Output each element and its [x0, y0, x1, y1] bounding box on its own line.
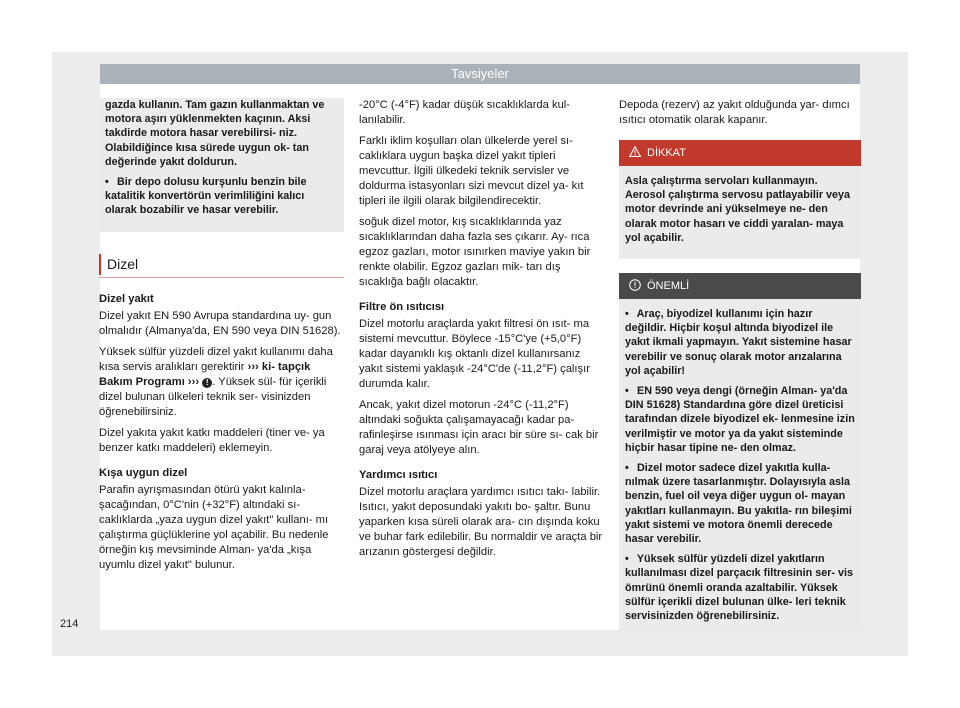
heading-yardimci: Yardımcı ısıtıcı: [359, 469, 438, 481]
warning-continuation-box: [99, 98, 344, 232]
column-middle: [359, 98, 603, 566]
section-header-bar: [100, 64, 860, 84]
warning-box: [619, 166, 861, 259]
section-title-dizel: Dizel: [99, 254, 344, 275]
paragraph: Dizel yakıt EN 590 Avrupa standardına uy- gun olmalıdır (Almanya'da, EN 590 veya DIN 51628).: [99, 309, 341, 337]
paragraph: Dizel motorlu araçlara yardımcı ısıtıcı takı- labilir. Isıtıcı, yakıt deposundaki yakıtı bo- şaltır. Bunu yaparken kısa süreli olarak ara- cın dışında koku ve buhar fark edilebilir. Bu normaldir ve araçta bir arızanın göstergesi değildir.: [359, 486, 603, 558]
warning-text: Asla çalıştırma servoları kullanmayın. Aerosol çalıştırma servosu patlayabilir veya motor devrinde ani yükselmeye ne- den olarak motor hasarı ve ciddi yaralan- maya yol açabilir.: [625, 175, 851, 244]
note-header: [619, 273, 861, 299]
info-icon: !: [202, 378, 212, 388]
box-bullet-text: Bir depo dolusu kurşunlu benzin bile katalitik konvertörün verimliliğini kalıcı olarak bozabilir ve hasar verebilir.: [105, 176, 307, 217]
paragraph-maintenance: [99, 345, 344, 420]
paragraph: -20°C (-4°F) kadar düşük sıcaklıklarda kul- lanılabilir.: [359, 99, 571, 126]
bullet-icon: •: [105, 176, 109, 189]
warning-triangle-icon: [629, 146, 641, 157]
paragraph: Ancak, yakıt dizel motorun -24°C (-11,2°F) altındaki soğukta çalışamayacağı kadar pa- rafinleşirse ısınması için aracı bir süre sı- cak bir garaj veya atölyeye alın.: [359, 399, 599, 456]
header-title: Tavsiyeler: [451, 66, 509, 81]
warning-header: [619, 140, 861, 166]
box-bullet-item: [105, 175, 338, 218]
column-right: [619, 98, 861, 631]
paragraph-text: Yüksek sülfür yüzdeli dizel yakıt kullanımı daha kısa servis aralıkları gerektirir: [99, 345, 333, 373]
note-item-text: Yüksek sülfür yüzdeli dizel yakıtların kullanılması dizel parçacık filtresinin ser- vis ömrünü önemli oranda azaltabilir. Yüksek sülfür içerikli dizel bulunan ülke- leri teknik servisinizden öğrenebilirsiniz.: [625, 553, 854, 623]
box-intro-text: gazda kullanın. Tam gazın kullanmaktan ve motora aşırı yüklenmekten kaçının. Aksi takdirde motora hasar verebilirsi- niz. Olabildiğince kısa sürede uygun ok- tan değerinde yakıt doldurun.: [105, 99, 325, 168]
note-item: [625, 384, 855, 455]
paragraph: Depoda (rezerv) az yakıt olduğunda yar- dımcı ısıtıcı otomatik olarak kapanır.: [619, 99, 850, 126]
bullet-icon: •: [625, 385, 629, 398]
heading-dizel-yakit: Dizel yakıt: [99, 292, 154, 305]
note-box: [619, 299, 861, 631]
paragraph: Dizel yakıta yakıt katkı maddeleri (tiner ve- ya benzer katkı maddeleri) eklemeyin.: [99, 426, 325, 454]
bullet-icon: •: [625, 553, 629, 566]
paragraph: Farklı iklim koşulları olan ülkelerde yerel sı- caklıklara uygun başka dizel yakıt tipleri mevcuttur. İlgili ülkedeki teknik servisler ve doldurma istasyonları sizi mevcut dizel ya- kıt tipleri ile ilgili olarak bilgilendirecektir.: [359, 135, 584, 207]
note-title: ÖNEMLİ: [647, 280, 690, 293]
heading-kis-dizel: Kışa uygun dizel: [99, 466, 188, 479]
maintenance-booklet-link[interactable]: ki- tapçık Bakım Programı: [99, 360, 311, 388]
warning-title: DİKKAT: [647, 147, 686, 159]
note-item-text: EN 590 veya dengi (örneğin Alman- ya'da DIN 51628) Standardına göre dizel üreticisi tarafından dizele biyodizel ek- lenmesine izin verilmiştir ve motor ya da yakıt sisteminde hiçbir hasar tipine ne- den olmaz.: [625, 385, 855, 454]
arrow-icon: ›››: [187, 375, 200, 388]
bullet-icon: •: [625, 308, 629, 321]
bullet-icon: •: [625, 462, 629, 475]
paragraph: Parafin ayrışmasından ötürü yakıt kalınla- şacağından, 0°C'nin (+32°F) altındaki sı- caklıklarda „yaza uygun dizel yakıt" kullanı- mı çalıştırma güçlüklerine yol açabilir. Bu nedenle örneğin kış mevsiminde Alman- ya'da „kışa uyumlu dizel yakıt" bulunur.: [99, 483, 329, 571]
section-divider: [99, 277, 344, 278]
arrow-icon: ›››: [247, 360, 259, 373]
note-item: [625, 552, 855, 623]
paragraph-text: . Yüksek sül- für içerikli dizel bulunan ülkeleri teknik ser- visinizden öğrenebilirsiniz.: [99, 375, 327, 418]
note-item-text: Dizel motor sadece dizel yakıtla kulla- nılmak üzere tasarlanmıştır. Dolayısıyla asla benzin, fuel oil veya diğer uygun ol- mayan yakıtları kullanmayın. Bu yakıtla- rın bileşimi yakıt sistemi ve motora önemli derecede hasar verebilir.: [625, 462, 852, 546]
page-number: 214: [60, 618, 79, 630]
exclamation-circle-icon: [629, 279, 641, 291]
heading-filtre: Filtre ön ısıtıcısı: [359, 301, 445, 313]
note-item: [625, 461, 855, 546]
note-item: [625, 307, 855, 378]
paragraph: soğuk dizel motor, kış sıcaklıklarında yaz sıcaklıklarından daha fazla ses çıkarır. Ay- rıca egzoz gazları, motor ısınırken maviye yakın bir renkte olabilir. Egzoz gazları mik- tarı dış sıcaklığa bağlı olacaktır.: [359, 216, 591, 288]
note-item-text: Araç, biyodizel kullanımı için hazır değildir. Hiçbir koşul altında biyodizel ile yakıt ikmali yapmayın. Yakıt sistemine hasar verebilir ve sonuç olarak motor arızalarına yol açabilir!: [625, 308, 852, 377]
paragraph: Dizel motorlu araçlarda yakıt filtresi ön ısıt- ma sistemi mevcuttur. Böylece -15°C'ye (+5,0°F) kadar dayanıklı kış oktanlı dizel kullanırsanız yakıt sistemi yaklaşık -24°C'de (-11,2°F) çalışır durumda kalır.: [359, 318, 590, 390]
column-left: [99, 98, 344, 579]
